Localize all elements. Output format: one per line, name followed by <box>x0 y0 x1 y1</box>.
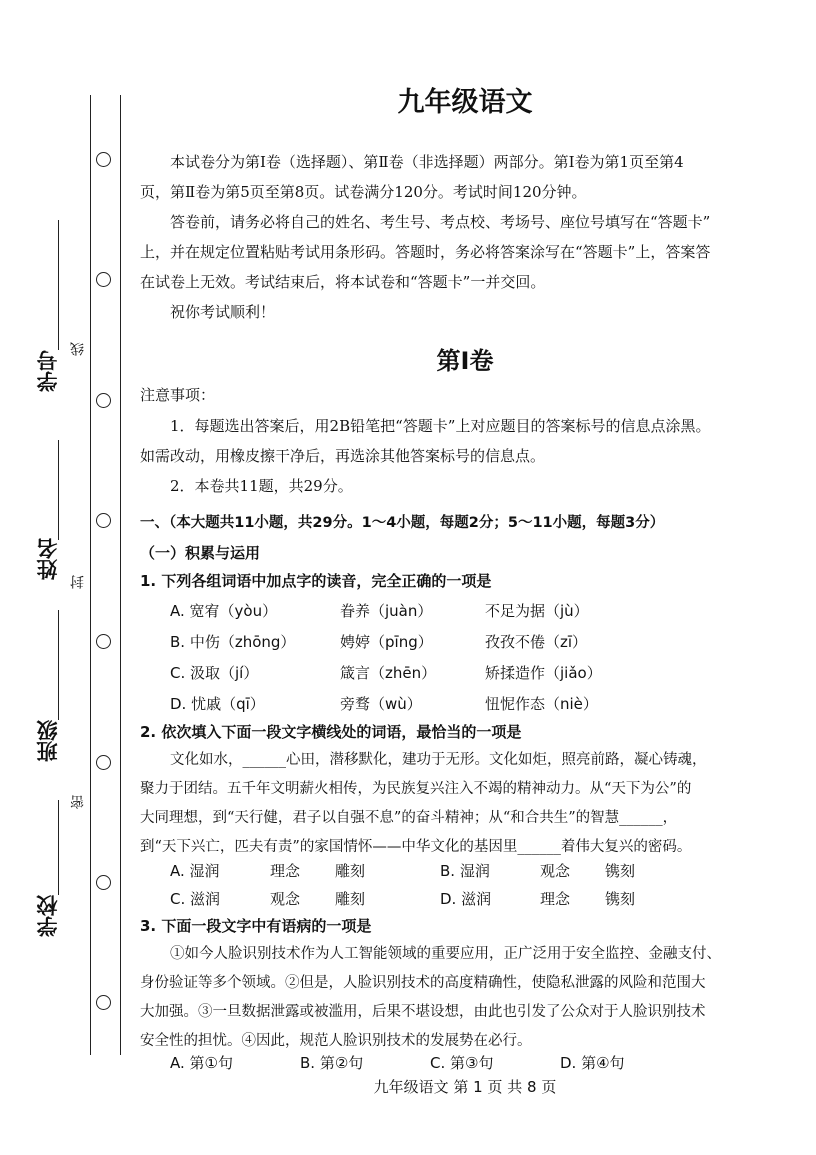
option-b[interactable]: B. 第②句 <box>300 1054 364 1072</box>
punch-hole-icon <box>96 513 111 528</box>
option-term: 雕刻 <box>335 890 366 908</box>
option-term: 镌刻 <box>605 890 636 908</box>
student-id-label: 学号 <box>36 350 60 392</box>
section-title: 第Ⅰ卷 <box>436 347 494 375</box>
option-d[interactable]: D. 滋润 <box>440 890 492 908</box>
question-2-passage-line: 到“天下兴亡，匹夫有责”的家国情怀——中华文化的基因里______着伟大复兴的密码。 <box>140 839 692 855</box>
option-d[interactable]: D. 第④句 <box>560 1054 625 1072</box>
notes-heading: 注意事项： <box>140 386 216 404</box>
punch-hole-icon <box>96 875 111 890</box>
option-a[interactable]: A. 第①句 <box>170 1054 233 1072</box>
student-id-blank[interactable] <box>58 220 59 350</box>
class-label: 班级 <box>36 720 60 762</box>
option-c[interactable]: C. 滋润 <box>170 890 221 908</box>
question-2-passage-line: 大同理想，到“天行健，君子以自强不息”的奋斗精神；从“和合共生”的智慧______， <box>140 810 678 826</box>
subsection-heading: （一）积累与运用 <box>140 544 261 562</box>
page-footer: 九年级语文 第 1 页 共 8 页 <box>373 1078 557 1096</box>
punch-hole-icon <box>96 755 111 770</box>
option-term: 不足为据（jù） <box>485 602 589 620</box>
punch-hole-icon <box>96 152 111 167</box>
school-blank[interactable] <box>58 800 59 895</box>
part-heading: 一、（本大题共11小题，共29分。1～4小题，每题2分；5～11小题，每题3分） <box>140 515 665 531</box>
seal-line-char: 线 <box>70 342 86 356</box>
punch-hole-icon <box>96 393 111 408</box>
question-2-option-row <box>140 884 790 914</box>
option-a[interactable]: A. 宽宥（yòu） <box>170 602 278 620</box>
option-term: 娉婷（pīng） <box>340 633 433 651</box>
punch-hole-icon <box>96 995 111 1010</box>
binding-margin <box>0 0 125 1155</box>
question-2-stem: 2. 依次填入下面一段文字横线处的词语，最恰当的一项是 <box>140 723 522 741</box>
question-2-option-row <box>140 856 790 886</box>
question-3-passage-line: 大加强。③一旦数据泄露或被滥用，后果不堪设想，由此也引发了公众对于人脸识别技术 <box>140 1004 706 1020</box>
option-b[interactable]: B. 湿润 <box>440 862 490 880</box>
question-3-passage-line: 安全性的担忧。④因此，规范人脸识别技术的发展势在必行。 <box>140 1033 532 1049</box>
question-1-stem: 1. 下列各组词语中加点字的读音，完全正确的一项是 <box>140 572 492 590</box>
option-c[interactable]: C. 汲取（jí） <box>170 664 259 682</box>
option-term: 观念 <box>270 890 301 908</box>
notes-line: 如需改动，用橡皮擦干净后，再选涂其他答案标号的信息点。 <box>140 447 546 465</box>
intro-line: 本试卷分为第Ⅰ卷（选择题）、第Ⅱ卷（非选择题）两部分。第Ⅰ卷为第1页至第4 <box>170 153 684 171</box>
binding-line-left <box>90 95 91 1055</box>
seal-secret-char: 密 <box>70 795 86 809</box>
intro-line: 在试卷上无效。考试结束后，将本试卷和“答题卡”一并交回。 <box>140 273 546 291</box>
intro-line: 答卷前，请务必将自己的姓名、考生号、考点校、考场号、座位号填写在“答题卡” <box>170 213 711 231</box>
option-term: 矫揉造作（jiǎo） <box>485 664 602 682</box>
question-3-option-row <box>140 1048 790 1078</box>
option-term: 理念 <box>540 890 571 908</box>
binding-line-right <box>120 95 121 1055</box>
option-a[interactable]: A. 湿润 <box>170 862 220 880</box>
question-3-passage-line: 身份验证等多个领域。②但是，人脸识别技术的高度精确性，使隐私泄露的风险和范围大 <box>140 975 706 991</box>
intro-line: 页，第Ⅱ卷为第5页至第8页。试卷满分120分。考试时间120分钟。 <box>140 183 587 201</box>
option-term: 理念 <box>270 862 301 880</box>
class-blank[interactable] <box>58 610 59 720</box>
option-term: 箴言（zhēn） <box>340 664 437 682</box>
page-title: 九年级语文 <box>397 87 533 118</box>
question-2-passage-line: 聚力于团结。五千年文明薪火相传，为民族复兴注入不竭的精神动力。从“天下为公”的 <box>140 781 692 797</box>
option-term: 忸怩作态（niè） <box>485 695 598 713</box>
option-term: 眷养（juàn） <box>340 602 433 620</box>
name-blank[interactable] <box>58 440 59 540</box>
punch-hole-icon <box>96 634 111 649</box>
notes-line: 1．每题选出答案后，用2B铅笔把“答题卡”上对应题目的答案标号的信息点涂黑。 <box>170 417 711 435</box>
punch-hole-icon <box>96 272 111 287</box>
question-1-option-row <box>140 689 790 719</box>
question-1-option-row <box>140 627 790 657</box>
school-label: 学校 <box>36 895 60 937</box>
name-label: 姓名 <box>36 538 60 580</box>
notes-line: 2．本卷共11题，共29分。 <box>170 477 353 495</box>
option-b[interactable]: B. 中伤（zhōng） <box>170 633 296 651</box>
question-3-passage-line: ①如今人脸识别技术作为人工智能领域的重要应用，正广泛用于安全监控、金融支付、 <box>170 946 721 962</box>
intro-line: 祝你考试顺利！ <box>170 303 276 321</box>
question-1-option-row <box>140 596 790 626</box>
question-2-passage-line: 文化如水，______心田，潜移默化，建功于无形。文化如炬，照亮前路，凝心铸魂， <box>170 752 707 768</box>
option-term: 镌刻 <box>605 862 636 880</box>
option-term: 孜孜不倦（zī） <box>485 633 588 651</box>
question-1-option-row <box>140 658 790 688</box>
intro-line: 上，并在规定位置粘贴考试用条形码。答题时，务必将答案涂写在“答题卡”上，答案答 <box>140 243 711 261</box>
option-d[interactable]: D. 忧戚（qī） <box>170 695 265 713</box>
option-term: 观念 <box>540 862 571 880</box>
seal-seal-char: 封 <box>70 575 86 589</box>
option-term: 旁骛（wù） <box>340 695 422 713</box>
option-c[interactable]: C. 第③句 <box>430 1054 494 1072</box>
question-3-stem: 3. 下面一段文字中有语病的一项是 <box>140 917 372 935</box>
option-term: 雕刻 <box>335 862 366 880</box>
